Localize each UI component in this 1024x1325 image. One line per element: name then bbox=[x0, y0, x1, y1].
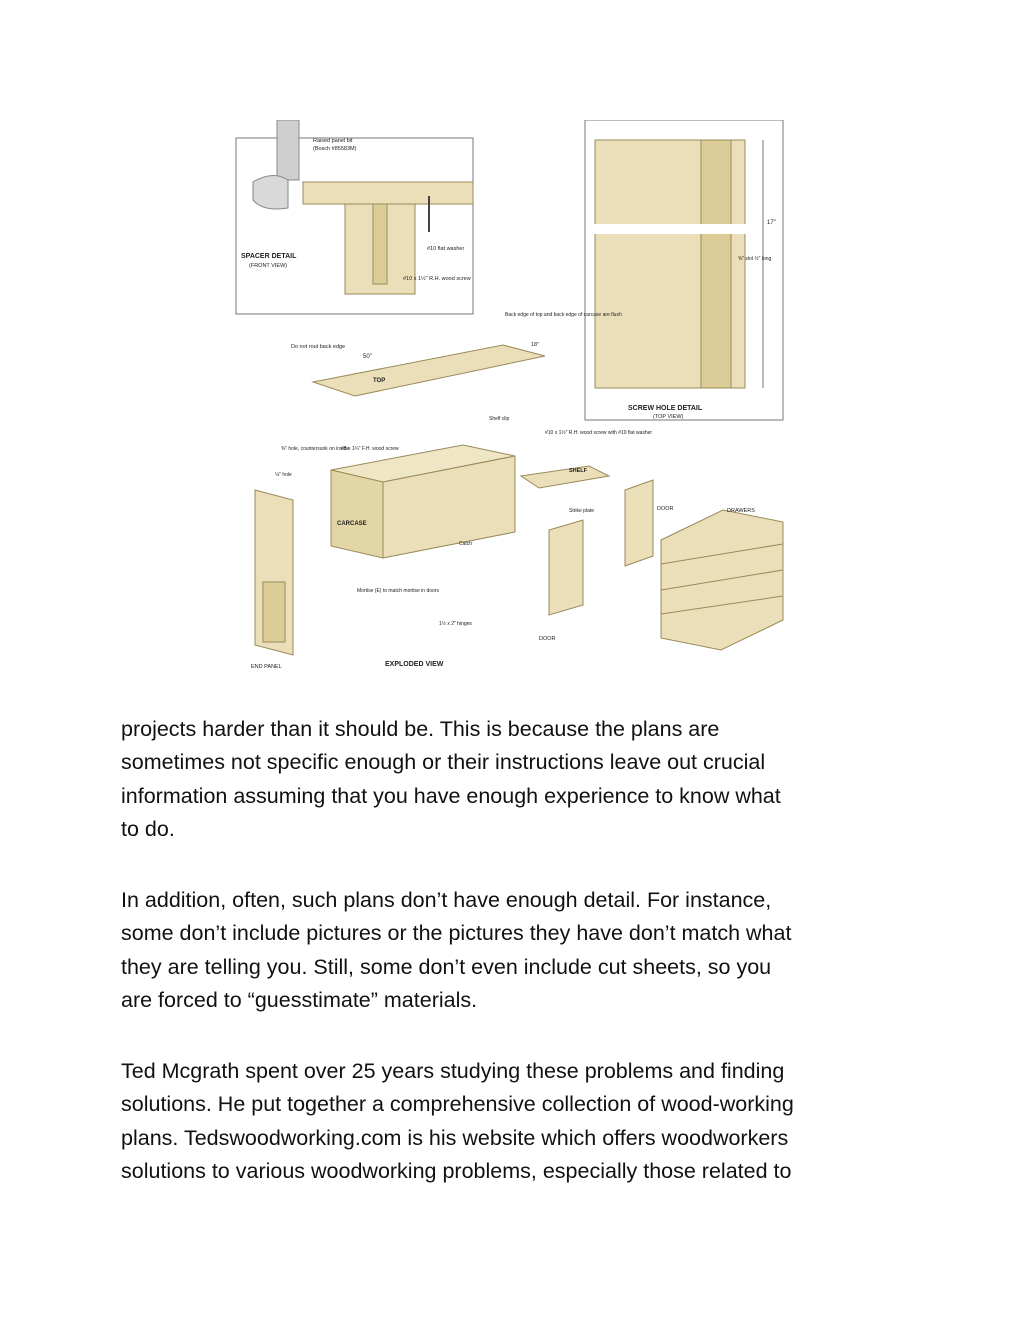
svg-text:50": 50" bbox=[363, 354, 372, 360]
svg-text:#10 x 1½" R.H. wood screw: #10 x 1½" R.H. wood screw bbox=[403, 276, 471, 282]
svg-text:⅛" hole: ⅛" hole bbox=[275, 472, 292, 478]
paragraph-2: In addition, often, such plans don’t have enough detail. For instance, some don’t include pictures or the pictures they have don’t match what they are telling you. Still, some don’t even include cut sheets, so you are forced to “guesstimate” materials. bbox=[121, 888, 792, 1013]
screw-hole-detail-label: SCREW HOLE DETAIL bbox=[628, 405, 703, 412]
svg-text:17": 17" bbox=[767, 220, 776, 226]
screw-hole-detail-panel bbox=[585, 120, 783, 420]
paragraph-3: Ted Mcgrath spent over 25 years studying these problems and finding solutions. He put together a comprehensive collection of wood-working plans. Tedswoodworking.com is his website which offers woodworkers solutions to various woodworking problems, especially those related to bbox=[121, 1059, 794, 1184]
figure-caption: EXPLODED VIEW bbox=[385, 661, 444, 668]
svg-text:TOP: TOP bbox=[373, 378, 386, 384]
svg-text:#10 flat washer: #10 flat washer bbox=[427, 246, 465, 252]
svg-text:(FRONT VIEW): (FRONT VIEW) bbox=[249, 263, 288, 269]
svg-text:Mortise (E) to match mortise i: Mortise (E) to match mortise in doors bbox=[357, 588, 439, 594]
svg-text:Raised panel bit: Raised panel bit bbox=[313, 138, 353, 144]
svg-text:Back edge of top and back edge: Back edge of top and back edge of carcase are flush bbox=[505, 312, 622, 318]
svg-text:Shelf clip: Shelf clip bbox=[489, 416, 510, 422]
svg-text:(Bosch #85583M): (Bosch #85583M) bbox=[313, 146, 357, 152]
svg-text:SHELF: SHELF bbox=[569, 468, 588, 474]
svg-text:⅜" slot ½" long: ⅜" slot ½" long bbox=[738, 256, 772, 262]
svg-text:CARCASE: CARCASE bbox=[337, 521, 367, 527]
svg-text:18": 18" bbox=[531, 342, 540, 348]
top-panel bbox=[291, 312, 622, 396]
svg-text:Catch: Catch bbox=[459, 541, 473, 547]
carcase bbox=[275, 416, 652, 627]
spacer-detail-panel bbox=[236, 120, 473, 314]
svg-text:Strike plate: Strike plate bbox=[569, 508, 595, 514]
svg-text:DOOR: DOOR bbox=[539, 636, 556, 642]
paragraph-1: projects harder than it should be. This is because the plans are sometimes not specific enough or their instructions leave out crucial information assuming that you have enough experience to know what to do. bbox=[121, 717, 781, 842]
svg-text:#8 x 1¼" F.H. wood screw: #8 x 1¼" F.H. wood screw bbox=[341, 446, 399, 452]
spacer-detail-label: SPACER DETAIL bbox=[241, 253, 297, 260]
svg-text:DOOR: DOOR bbox=[657, 506, 674, 512]
svg-text:#10 x 1½" R.H. wood screw with: #10 x 1½" R.H. wood screw with #10 flat washer bbox=[545, 430, 653, 436]
exploded-view-illustration bbox=[233, 120, 787, 673]
shelf bbox=[521, 466, 609, 514]
svg-text:DRAWERS: DRAWERS bbox=[727, 508, 755, 514]
svg-text:1½ x 2" hinges: 1½ x 2" hinges bbox=[439, 621, 472, 627]
svg-text:Do not rout back edge: Do not rout back edge bbox=[291, 344, 346, 350]
svg-text:END PANEL: END PANEL bbox=[251, 664, 282, 670]
svg-text:⅜" hole, countersunk on inside: ⅜" hole, countersunk on inside bbox=[281, 446, 350, 452]
doors bbox=[539, 480, 674, 642]
svg-text:(TOP VIEW): (TOP VIEW) bbox=[653, 414, 684, 420]
drawers bbox=[661, 508, 783, 650]
end-panel bbox=[251, 490, 293, 670]
